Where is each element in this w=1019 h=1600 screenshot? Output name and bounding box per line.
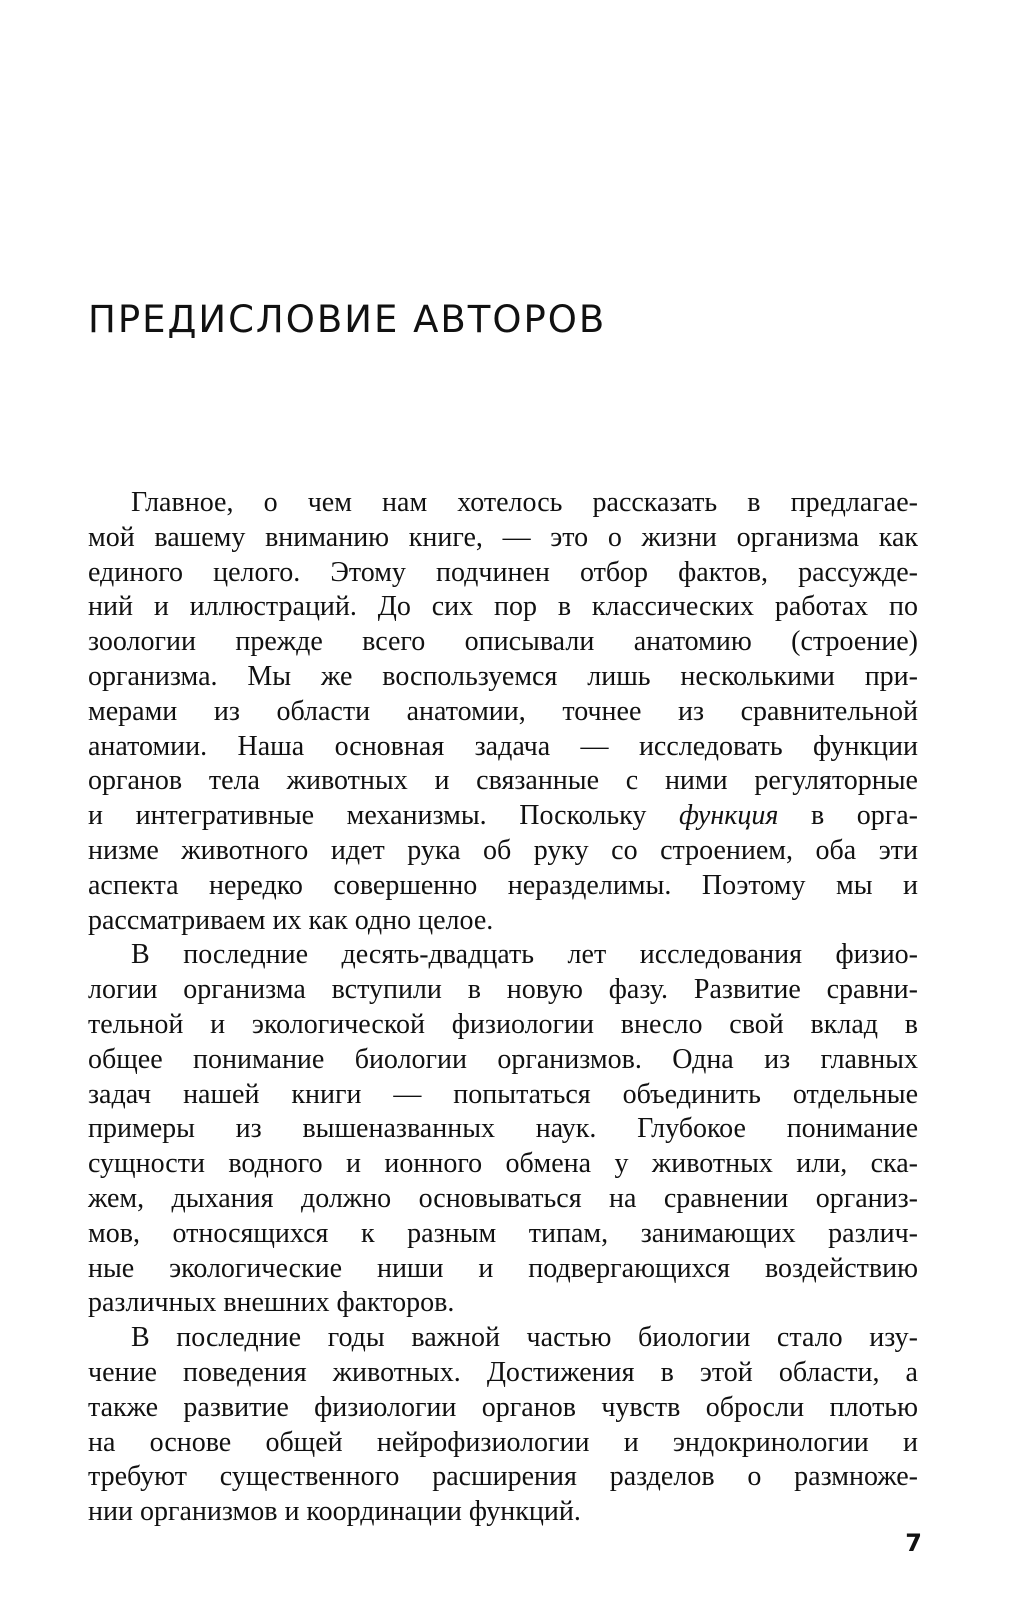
paragraph bbox=[88, 1321, 918, 1530]
text-line: низме животного идет рука об руку со строением, оба эти bbox=[88, 834, 918, 866]
text-line: чение поведения животных. Достижения в этой области, а bbox=[88, 1356, 918, 1388]
text-line: мой вашему вниманию книге, — это о жизни организма как bbox=[88, 521, 918, 553]
text-line: органов тела животных и связанные с ними регуляторные bbox=[88, 765, 918, 797]
text-line: и интегративные механизмы. Поскольку функция в орга- bbox=[88, 800, 918, 832]
text-line: зоологии прежде всего описывали анатомию (строение) bbox=[88, 626, 918, 658]
text-line: ные экологические ниши и подвергающихся воздействию bbox=[88, 1252, 918, 1284]
text-line: различных внешних факторов. bbox=[88, 1287, 455, 1319]
body-text bbox=[88, 486, 918, 1530]
text-line: нии организмов и координации функций. bbox=[88, 1496, 581, 1528]
page-number: 7 bbox=[905, 1529, 922, 1557]
text-line: требуют существенного расширения разделов о размноже- bbox=[88, 1461, 918, 1493]
text-line: тельной и экологической физиологии внесло свой вклад в bbox=[88, 1008, 918, 1040]
text-line: аспекта нередко совершенно неразделимы. Поэтому мы и bbox=[88, 869, 918, 901]
text-line: жем, дыхания должно основываться на сравнении организ- bbox=[88, 1182, 918, 1214]
text-line: ний и иллюстраций. До сих пор в классических работах по bbox=[88, 591, 918, 623]
emphasized-term: функция bbox=[678, 800, 779, 832]
text-line: Главное, о чем нам хотелось рассказать в предлагае- bbox=[131, 487, 918, 518]
text-line: единого целого. Этому подчинен отбор фактов, рассужде- bbox=[88, 556, 918, 588]
text-line: задач нашей книги — попытаться объединить отдельные bbox=[88, 1078, 918, 1110]
text-line: на основе общей нейрофизиологии и эндокринологии и bbox=[88, 1426, 918, 1458]
chapter-heading: ПРЕДИСЛОВИЕ АВТОРОВ bbox=[88, 298, 607, 341]
paragraph bbox=[88, 938, 918, 1321]
text-line: В последние годы важной частью биологии стало изу- bbox=[131, 1322, 918, 1354]
text-line: также развитие физиологии органов чувств обросли плотью bbox=[88, 1391, 918, 1423]
text-line: мерами из области анатомии, точнее из сравнительной bbox=[88, 695, 918, 727]
text-line: примеры из вышеназванных наук. Глубокое понимание bbox=[88, 1113, 918, 1145]
text-line: логии организма вступили в новую фазу. Развитие сравни- bbox=[88, 974, 918, 1006]
text-line: общее понимание биологии организмов. Одна из главных bbox=[88, 1043, 918, 1075]
text-line: мов, относящихся к разным типам, занимающих различ- bbox=[88, 1217, 918, 1249]
text-line: организма. Мы же воспользуемся лишь несколькими при- bbox=[88, 660, 918, 692]
text-line: рассматриваем их как одно целое. bbox=[88, 904, 494, 936]
text-line: анатомии. Наша основная задача — исследовать функции bbox=[88, 730, 918, 762]
text-line: сущности водного и ионного обмена у животных или, ска- bbox=[88, 1148, 918, 1180]
text-line: В последние десять-двадцать лет исследования физио- bbox=[131, 939, 918, 971]
paragraph bbox=[88, 486, 918, 938]
